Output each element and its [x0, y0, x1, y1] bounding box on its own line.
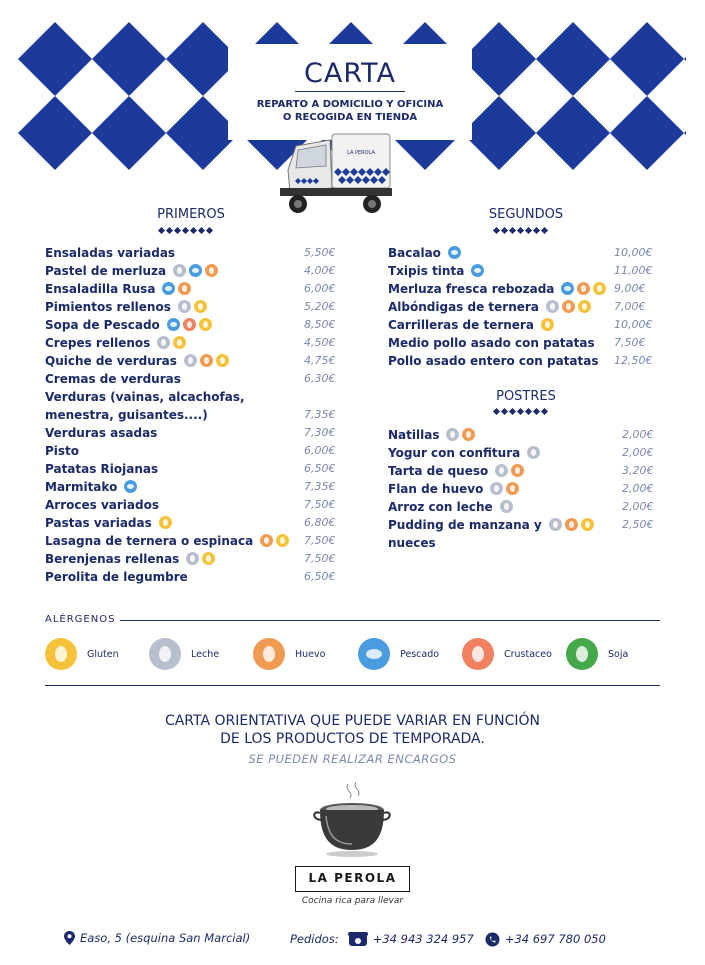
- huevo-allergen-icon: [506, 482, 519, 495]
- footer-orders: [290, 931, 606, 947]
- footer-address: [64, 931, 250, 945]
- menu-item-name: Pisto: [45, 443, 80, 458]
- menu-item-name: Txipis tinta: [388, 263, 465, 278]
- gluten-allergen-icon: [173, 336, 186, 349]
- section-divider-primeros: [159, 228, 212, 234]
- menu-item: [388, 462, 524, 479]
- menu-item-name: Pastas variadas: [45, 515, 152, 530]
- huevo-allergen-icon: [565, 518, 578, 531]
- menu-item: [388, 426, 475, 443]
- menu-item: [45, 550, 215, 567]
- menu-item: [388, 352, 599, 369]
- menu-item: [45, 388, 245, 405]
- huevo-allergen-icon: [205, 264, 218, 277]
- title-divider: [295, 91, 405, 92]
- menu-item-name: Verduras (vainas, alcachofas,: [45, 389, 245, 404]
- leche-allergen-icon: [184, 354, 197, 367]
- huevo-allergen-icon: [511, 464, 524, 477]
- menu-item-name: Arroces variados: [45, 497, 159, 512]
- legend-item-soja: [566, 638, 628, 670]
- phone-number[interactable]: +34 943 324 957: [372, 932, 474, 946]
- menu-item-price: 9,00€: [614, 282, 646, 295]
- legend-label: Huevo: [295, 648, 326, 660]
- menu-item: [388, 244, 461, 261]
- menu-item-price: 10,00€: [614, 246, 653, 259]
- note-subline: SE PUEDEN REALIZAR ENCARGOS: [248, 752, 457, 766]
- location-pin-icon: [64, 931, 75, 945]
- leche-allergen-icon: [546, 300, 559, 313]
- menu-item-name: Natillas: [388, 427, 440, 442]
- leche-allergen-icon: [446, 428, 459, 441]
- menu-item-price: 6,00€: [304, 444, 336, 457]
- legend-item-pescado: [358, 638, 439, 670]
- menu-item-name: Pimientos rellenos: [45, 299, 171, 314]
- telephone-icon: [348, 931, 368, 947]
- title-box: [228, 44, 472, 140]
- menu-item: [45, 424, 157, 441]
- gluten-allergen-icon: [202, 552, 215, 565]
- menu-item-name: Bacalao: [388, 245, 441, 260]
- leche-allergen-icon: [495, 464, 508, 477]
- menu-item-price: 7,50€: [614, 336, 646, 349]
- section-title-primeros: PRIMEROS: [157, 207, 225, 222]
- egg-icon: [253, 638, 285, 670]
- menu-item-price: 2,00€: [622, 500, 654, 513]
- menu-item-name: Yogur con confitura: [388, 445, 521, 460]
- section-divider-segundos: [494, 228, 547, 234]
- allergens-divider-top: [120, 620, 660, 621]
- note-line-2: DE LOS PRODUCTOS DE TEMPORADA.: [220, 731, 485, 747]
- whatsapp-number[interactable]: +34 697 780 050: [504, 932, 606, 946]
- allergens-divider-bottom: [45, 685, 660, 686]
- menu-item: [388, 444, 540, 461]
- gluten-allergen-icon: [199, 318, 212, 331]
- brand-logo: LA PEROLA: [295, 866, 410, 892]
- gluten-allergen-icon: [276, 534, 289, 547]
- menu-item-price: 6,00€: [304, 282, 336, 295]
- menu-item: [45, 262, 218, 279]
- menu-item-price: 7,35€: [304, 408, 336, 421]
- menu-item-price: 7,50€: [304, 498, 336, 511]
- menu-item: [45, 316, 212, 333]
- menu-item: [45, 442, 79, 459]
- huevo-allergen-icon: [462, 428, 475, 441]
- fish-icon: [358, 638, 390, 670]
- menu-item-price: 7,00€: [614, 300, 646, 313]
- menu-item-price: 2,50€: [622, 518, 654, 531]
- menu-item: [388, 516, 594, 533]
- leche-allergen-icon: [490, 482, 503, 495]
- menu-item-name: Cremas de verduras: [45, 371, 181, 386]
- menu-item-price: 7,50€: [304, 534, 336, 547]
- leche-allergen-icon: [186, 552, 199, 565]
- legend-item-huevo: [253, 638, 325, 670]
- menu-item-price: 4,00€: [304, 264, 336, 277]
- menu-item-name: Arroz con leche: [388, 499, 493, 514]
- menu-item-name: Pastel de merluza: [45, 263, 167, 278]
- whatsapp-icon: [485, 932, 500, 947]
- brand-tagline: Cocina rica para llevar: [301, 896, 404, 906]
- menu-item-name: Merluza fresca rebozada: [388, 281, 555, 296]
- crustaceo-allergen-icon: [183, 318, 196, 331]
- pescado-allergen-icon: [167, 318, 180, 331]
- pescado-allergen-icon: [162, 282, 175, 295]
- menu-item-name: Quiche de verduras: [45, 353, 177, 368]
- menu-item-price: 7,30€: [304, 426, 336, 439]
- menu-item-name: Verduras asadas: [45, 425, 158, 440]
- gluten-allergen-icon: [578, 300, 591, 313]
- leche-allergen-icon: [173, 264, 186, 277]
- legend-label: Leche: [191, 648, 220, 660]
- menu-item: [45, 244, 175, 261]
- legend-label: Crustaceo: [504, 648, 552, 660]
- menu-item: [388, 334, 595, 351]
- menu-item: [45, 406, 208, 423]
- leche-allergen-icon: [549, 518, 562, 531]
- menu-item-name: nueces: [388, 535, 436, 550]
- pescado-allergen-icon: [189, 264, 202, 277]
- page-title: CARTA: [304, 58, 396, 89]
- pescado-allergen-icon: [448, 246, 461, 259]
- section-title-postres: POSTRES: [496, 389, 556, 404]
- menu-item-price: 6,30€: [304, 372, 336, 385]
- menu-item: [388, 280, 606, 297]
- huevo-allergen-icon: [260, 534, 273, 547]
- menu-item-price: 6,80€: [304, 516, 336, 529]
- menu-item-name: Lasagna de ternera o espinaca: [45, 533, 254, 548]
- menu-item-name: Marmitako: [45, 479, 118, 494]
- wheat-icon: [45, 638, 77, 670]
- menu-item-price: 7,50€: [304, 552, 336, 565]
- menu-item: [45, 514, 172, 531]
- gluten-allergen-icon: [194, 300, 207, 313]
- menu-item-name: Crepes rellenos: [45, 335, 151, 350]
- menu-item: [388, 534, 436, 551]
- huevo-allergen-icon: [577, 282, 590, 295]
- menu-item-name: Pollo asado entero con patatas: [388, 353, 599, 368]
- leche-allergen-icon: [157, 336, 170, 349]
- menu-item-name: menestra, guisantes....): [45, 407, 208, 422]
- leche-allergen-icon: [500, 500, 513, 513]
- menu-item-name: Patatas Riojanas: [45, 461, 159, 476]
- menu-item-price: 5,20€: [304, 300, 336, 313]
- menu-item-name: Tarta de queso: [388, 463, 489, 478]
- menu-item-price: 3,20€: [622, 464, 654, 477]
- menu-item: [45, 280, 191, 297]
- menu-item: [388, 498, 513, 515]
- menu-item-name: Medio pollo asado con patatas: [388, 335, 595, 350]
- menu-item-price: 4,75€: [304, 354, 336, 367]
- menu-item-price: 2,00€: [622, 446, 654, 459]
- legend-label: Pescado: [400, 648, 440, 660]
- menu-item: [45, 478, 137, 495]
- legend-item-gluten: [45, 638, 119, 670]
- section-title-segundos: SEGUNDOS: [488, 207, 564, 222]
- menu-item-name: Perolita de legumbre: [45, 569, 188, 584]
- menu-item-price: 6,50€: [304, 462, 336, 475]
- legend-label: Gluten: [87, 648, 119, 660]
- shrimp-icon: [462, 638, 494, 670]
- pescado-allergen-icon: [124, 480, 137, 493]
- pescado-allergen-icon: [561, 282, 574, 295]
- menu-item-price: 2,00€: [622, 482, 654, 495]
- gluten-allergen-icon: [159, 516, 172, 529]
- huevo-allergen-icon: [200, 354, 213, 367]
- menu-item: [45, 568, 188, 585]
- menu-item-name: Pudding de manzana y: [388, 517, 542, 532]
- menu-item: [388, 480, 519, 497]
- orders-label: Pedidos:: [290, 932, 339, 946]
- menu-item-name: Ensaladas variadas: [45, 245, 176, 260]
- menu-item-name: Albóndigas de ternera: [388, 299, 539, 314]
- subtitle-line-2: O RECOGIDA EN TIENDA: [282, 112, 418, 123]
- menu-item-price: 6,50€: [304, 570, 336, 583]
- menu-item: [45, 532, 289, 549]
- leche-allergen-icon: [178, 300, 191, 313]
- pescado-allergen-icon: [471, 264, 484, 277]
- legend-item-leche: [149, 638, 219, 670]
- menu-item-price: 4,50€: [304, 336, 336, 349]
- gluten-allergen-icon: [541, 318, 554, 331]
- menu-item: [388, 262, 484, 279]
- legend-item-crustaceo: [462, 638, 552, 670]
- menu-item: [45, 496, 159, 513]
- menu-item-price: 2,00€: [622, 428, 654, 441]
- menu-item: [388, 298, 591, 315]
- menu-item-price: 11,00€: [614, 264, 653, 277]
- van-logo-text: LA PEROLA: [347, 150, 375, 156]
- menu-item-name: Flan de huevo: [388, 481, 484, 496]
- menu-item-name: Berenjenas rellenas: [45, 551, 180, 566]
- allergens-label: ALÉRGENOS: [45, 614, 116, 625]
- menu-item-name: Ensaladilla Rusa: [45, 281, 156, 296]
- leche-allergen-icon: [527, 446, 540, 459]
- menu-item: [45, 370, 181, 387]
- section-divider-postres: [494, 409, 547, 415]
- menu-item: [45, 460, 158, 477]
- delivery-van-icon: [276, 132, 394, 216]
- gluten-allergen-icon: [593, 282, 606, 295]
- note-line-1: CARTA ORIENTATIVA QUE PUEDE VARIAR EN FUNCIÓN: [164, 713, 541, 729]
- menu-item-price: 8,50€: [304, 318, 336, 331]
- menu-item: [45, 352, 229, 369]
- huevo-allergen-icon: [562, 300, 575, 313]
- subtitle-line-1: REPARTO A DOMICILIO Y OFICINA: [256, 99, 444, 110]
- menu-item-price: 10,00€: [614, 318, 653, 331]
- menu-item: [45, 298, 207, 315]
- gluten-allergen-icon: [216, 354, 229, 367]
- huevo-allergen-icon: [178, 282, 191, 295]
- menu-item: [388, 316, 554, 333]
- cooking-pot-icon: [310, 780, 395, 860]
- soy-icon: [566, 638, 598, 670]
- legend-label: Soja: [608, 648, 629, 660]
- menu-item-price: 12,50€: [614, 354, 653, 367]
- menu-item-name: Carrilleras de ternera: [388, 317, 534, 332]
- gluten-allergen-icon: [581, 518, 594, 531]
- menu-item-price: 7,35€: [304, 480, 336, 493]
- menu-item: [45, 334, 186, 351]
- menu-item-price: 5,50€: [304, 246, 336, 259]
- menu-item-name: Sopa de Pescado: [45, 317, 160, 332]
- milk-bottle-icon: [149, 638, 181, 670]
- address-text: Easo, 5 (esquina San Marcial): [80, 931, 251, 945]
